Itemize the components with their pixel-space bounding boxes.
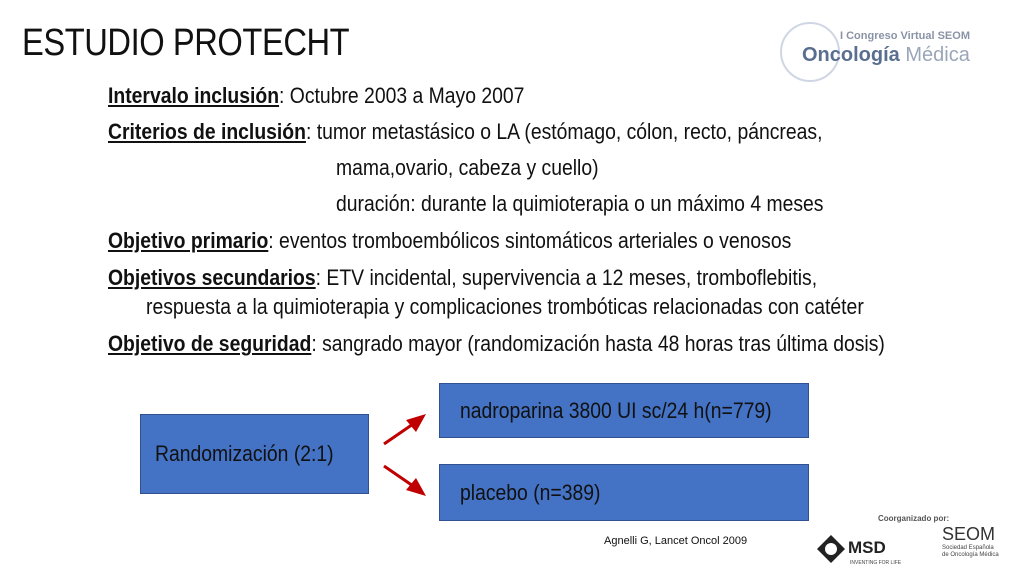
- bullet-seguridad: [108, 326, 885, 362]
- congress-logo: [780, 22, 1010, 92]
- randomization-box: [140, 414, 369, 494]
- arm-nadroparina-box: [439, 383, 809, 438]
- criterios-label: Criterios de inclusión: [108, 119, 306, 144]
- bullet-primario: [108, 223, 791, 259]
- arm-nadroparina-label: nadroparina 3800 UI sc/24 h(n=779): [460, 397, 772, 423]
- primario-label: Objetivo primario: [108, 228, 269, 253]
- congress-wordmark: [802, 44, 970, 67]
- citation: Agnelli G, Lancet Oncol 2009: [604, 535, 748, 547]
- msd-emblem-icon: [816, 534, 846, 564]
- randomization-label: Randomización (2:1): [155, 441, 334, 466]
- criterios-line3: duración: durante la quimioterapia o un máximo 4 meses: [336, 191, 824, 216]
- criterios-line2: mama,ovario, cabeza y cuello): [336, 155, 599, 180]
- primario-text: : eventos tromboembólicos sintomáticos arteriales o venosos: [268, 228, 792, 253]
- arm-placebo-label: placebo (n=389): [460, 479, 601, 505]
- arm-placebo-box: [439, 464, 809, 521]
- seguridad-label: Objetivo de seguridad: [108, 331, 312, 356]
- secundarios-text: : ETV incidental, supervivencia a 12 meses, tromboflebitis,: [315, 265, 818, 290]
- secundarios-label: Objetivos secundarios: [108, 265, 316, 290]
- arrow-down-icon: [384, 466, 426, 496]
- seom-logo: [942, 524, 999, 559]
- msd-tagline: INVENTING FOR LIFE: [850, 560, 902, 566]
- bullet-intervalo: [108, 78, 524, 114]
- criterios-text: : tumor metastásico o LA (estómago, cólon, recto, páncreas,: [305, 119, 823, 144]
- msd-logo: [814, 530, 944, 570]
- congress-word-medica: Médica: [905, 44, 970, 66]
- randomization-arrows: [380, 400, 440, 510]
- congress-line: I Congreso Virtual SEOM: [840, 30, 970, 42]
- arrow-up-icon: [384, 414, 426, 444]
- seom-wordmark: SEOM: [942, 524, 996, 544]
- sponsor-logos: [812, 512, 1022, 576]
- msd-wordmark: MSD: [848, 538, 886, 557]
- congress-word-oncologia: Oncología: [802, 44, 900, 66]
- secundarios-line2: respuesta a la quimioterapia y complicaciones trombóticas relacionadas con catéter: [146, 294, 864, 319]
- intervalo-text: : Octubre 2003 a Mayo 2007: [279, 83, 525, 108]
- seguridad-text: : sangrado mayor (randomización hasta 48 horas tras última dosis): [311, 331, 885, 356]
- seom-sub1: Sociedad Española: [942, 545, 994, 551]
- seom-sub2: de Oncología Médica: [942, 552, 999, 558]
- coorganized-label: Coorganizado por:: [878, 514, 950, 523]
- slide-title: ESTUDIO PROTECHT: [22, 22, 350, 64]
- intervalo-label: Intervalo inclusión: [108, 83, 280, 108]
- bullet-criterios: [108, 114, 822, 150]
